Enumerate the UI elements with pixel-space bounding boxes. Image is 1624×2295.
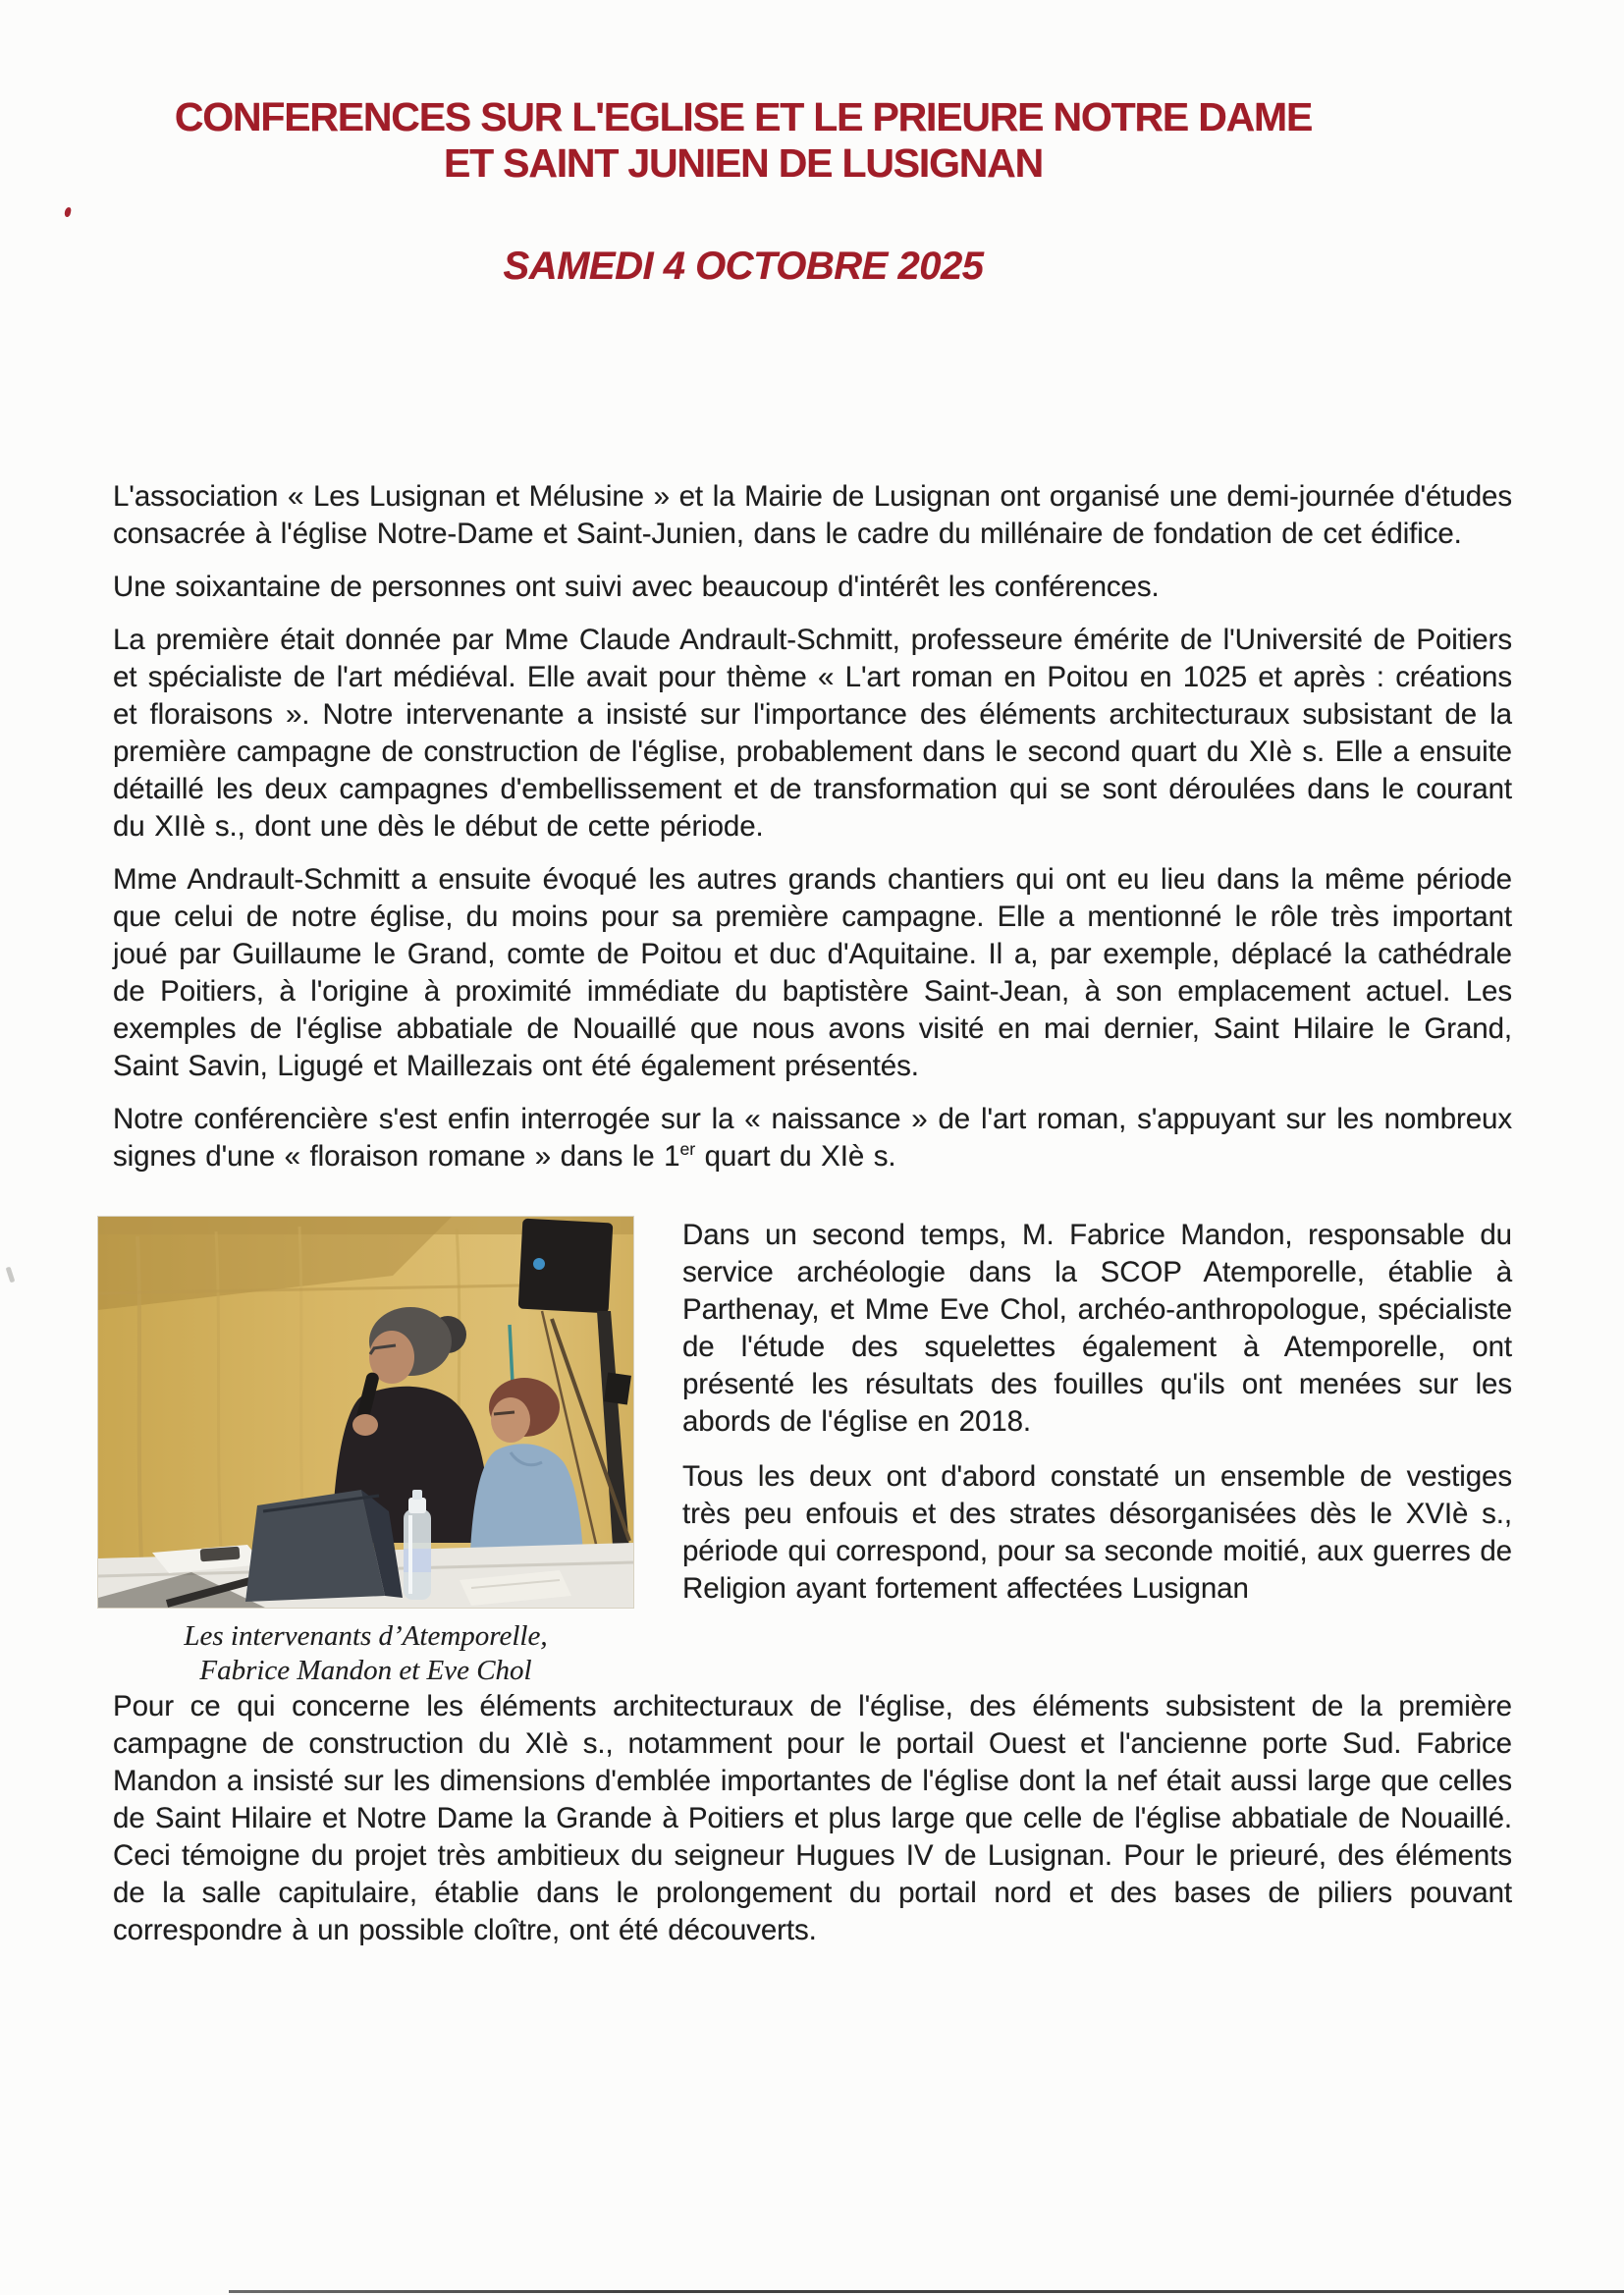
p5-text-before: Notre conférencière s'est enfin interrogée sur la « naissance » de l'art roman, s'appuyant sur les nombreux signes d'une « floraison romane » dans le 1 [113, 1103, 1512, 1173]
document-body [113, 478, 1512, 1965]
photo-speaker [518, 1219, 614, 1314]
page-title-line2: ET SAINT JUNIEN DE LUSIGNAN [444, 140, 1043, 186]
conference-photo [98, 1217, 633, 1608]
date-subtitle: SAMEDI 4 OCTOBRE 2025 [503, 245, 984, 288]
conference-photo-image [98, 1217, 633, 1608]
p5-superscript-er: er [679, 1139, 696, 1160]
photo-caption [98, 1619, 633, 1688]
scan-artifact-bottom-edge [229, 2290, 1624, 2293]
page-title [113, 94, 1374, 187]
scan-artifact-red-mark [64, 206, 72, 217]
paragraph-premiere-conference: La première était donnée par Mme Claude Andrault-Schmitt, professeure émérite de l'Université de Poitiers et spécialiste de l'art médiéval. Elle avait pour thème « L'art roman en Poitou en 1025 et après : créations et floraisons ». Notre intervenante a insisté sur l'importance des éléments architecturaux subsistant de la première campagne de construction de l'église, probablement dans le second quart du XIè s. Elle a ensuite détaillé les deux campagnes d'embellissement et de transformation qui se sont déroulées dans le courant du XIIè s., dont une dès le début de cette période. [113, 624, 1512, 843]
paragraph-second-temps: Dans un second temps, M. Fabrice Mandon, responsable du service archéologie dans la SCOP Atemporelle, établie à Parthenay, et Mme Eve Chol, archéo-anthropologue, spécialiste de l'étude des squelettes également à Atemporelle, ont présenté les résultats des fouilles qu'ils ont menées sur les abords de l'église en 2018. [682, 1219, 1512, 1438]
p5-text-after: quart du XIè s. [695, 1140, 896, 1173]
scan-artifact-gray-mark [6, 1267, 16, 1284]
photo-laptop [245, 1490, 403, 1602]
page-title-line1: CONFERENCES SUR L'EGLISE ET LE PRIEURE NOTRE DAME [174, 94, 1313, 139]
paragraph-soixantaine: Une soixantaine de personnes ont suivi avec beaucoup d'intérêt les conférences. [113, 571, 1160, 603]
photo-caption-line1: Les intervenants d’Atemporelle, [184, 1620, 548, 1652]
conference-photo-figure [98, 1217, 633, 1688]
paragraph-tous-les-deux: Tous les deux ont d'abord constaté un ensemble de vestiges très peu enfouis et des strates désorganisées dès le XVIè s., période qui correspond, pour sa seconde moitié, aux guerres de Religion ayant fortement affectées Lusignan [682, 1460, 1512, 1605]
paragraph-association: L'association « Les Lusignan et Mélusine » et la Mairie de Lusignan ont organisé une demi-journée d'études consacrée à l'église Notre-Dame et Saint-Junien, dans le cadre du millénaire de fondation de cet édifice. [113, 480, 1512, 550]
photo-caption-line2: Fabrice Mandon et Eve Chol [199, 1655, 532, 1686]
text-beside-photo [682, 1217, 1512, 1625]
paragraph-elements-architecturaux: Pour ce qui concerne les éléments architecturaux de l'église, des éléments subsistent de la première campagne de construction du XIè s., notamment pour le portail Ouest et l'ancienne porte Sud. Fabrice Mandon a insisté sur les dimensions d'emblée importantes de l'église dont la nef était aussi large que celles de Saint Hilaire et Notre Dame la Grande à Poitiers et plus large que celle de l'église abbatiale de Nouaillé. Ceci témoigne du projet très ambitieux du seigneur Hugues IV de Lusignan. Pour le prieuré, des éléments de la salle capitulaire, établie dans le prolongement du portail nord et des bases de piliers pouvant correspondre à un possible cloître, ont été découverts. [113, 1690, 1512, 1946]
paragraph-naissance-art-roman [113, 1101, 1512, 1175]
photo-and-text-row [113, 1217, 1512, 1688]
paragraph-autres-chantiers: Mme Andrault-Schmitt a ensuite évoqué les autres grands chantiers qui ont eu lieu dans la même période que celui de notre église, du moins pour sa première campagne. Elle a mentionné le rôle très important joué par Guillaume le Grand, comte de Poitou et duc d'Aquitaine. Il a, par exemple, déplacé la cathédrale de Poitiers, à l'origine à proximité immédiate du baptistère Saint-Jean, à son emplacement actuel. Les exemples de l'église abbatiale de Nouaillé que nous avons visité en mai dernier, Saint Hilaire le Grand, Saint Savin, Ligugé et Maillezais ont été également présentés. [113, 863, 1512, 1082]
